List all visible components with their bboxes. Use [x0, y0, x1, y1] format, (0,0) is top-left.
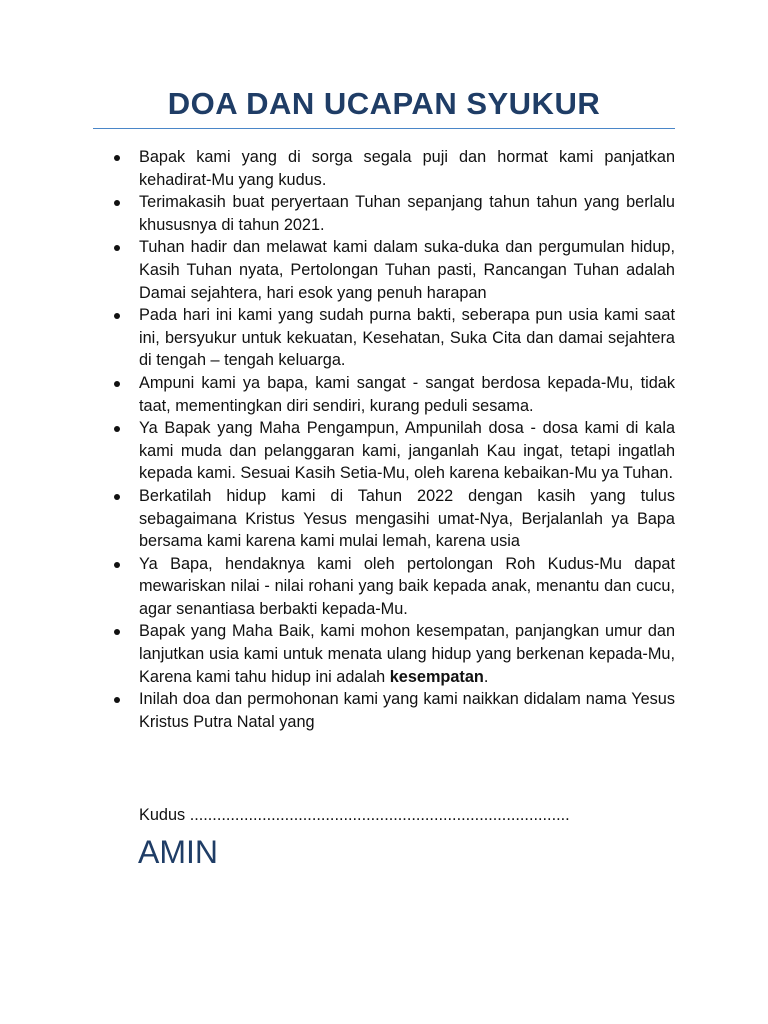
list-item	[100, 146, 675, 191]
list-item-text: Ya Bapa, hendaknya kami oleh pertolongan Roh Kudus-Mu dapat mewariskan nilai - nilai rohani yang baik kepada anak, menantu dan cucu, agar senantiasa berbakti kepada-Mu.	[139, 554, 675, 618]
amin-text: AMIN	[138, 834, 218, 870]
list-item	[100, 372, 675, 417]
bullet-icon	[114, 245, 120, 251]
list-item	[100, 620, 675, 688]
prayer-list	[100, 146, 675, 733]
list-item-text: Bapak yang Maha Baik, kami mohon kesempatan, panjangkan umur dan lanjutkan usia kami untuk menata ulang hidup yang berkenan kepada-Mu, Karena kami tahu hidup ini adalah	[139, 622, 675, 686]
title-underline	[93, 128, 675, 129]
list-item	[100, 485, 675, 553]
list-item-bold-text: kesempatan	[389, 667, 484, 686]
list-item-text: Ampuni kami ya bapa, kami sangat - sangat berdosa kepada-Mu, tidak taat, mementingkan diri sendiri, kurang peduli sesama.	[139, 373, 675, 415]
list-item-text: Inilah doa dan permohonan kami yang kami naikkan didalam nama Yesus Kristus Putra Natal yang	[139, 690, 675, 731]
bullet-icon	[114, 697, 120, 703]
bullet-icon	[114, 313, 120, 319]
list-item	[100, 191, 675, 236]
list-item	[100, 236, 675, 304]
bullet-icon	[114, 155, 120, 161]
list-item-text: Ya Bapak yang Maha Pengampun, Ampunilah dosa - dosa kami di kala kami muda dan pelanggaran kami, janganlah Kau ingat, tetapi ingatlah kepada kami. Sesuai Kasih Setia-Mu, oleh karena kebaikan-Mu ya Tuhan.	[139, 419, 675, 483]
bullet-icon	[114, 629, 120, 635]
page-title: DOA DAN UCAPAN SYUKUR	[167, 86, 601, 121]
list-item-text: Tuhan hadir dan melawat kami dalam suka-duka dan pergumulan hidup, Kasih Tuhan nyata, Pertolongan Tuhan pasti, Rancangan Tuhan adalah Damai sejahtera, hari esok yang penuh harapan	[139, 238, 675, 302]
list-item	[100, 688, 675, 733]
bullet-icon	[114, 381, 120, 387]
list-item-text: Bapak kami yang di sorga segala puji dan hormat kami panjatkan kehadirat-Mu yang kudus.	[139, 148, 675, 189]
closing-line: Kudus ....................................................................................	[139, 806, 570, 824]
list-item-text: Terimakasih buat peryertaan Tuhan sepanjang tahun tahun yang berlalu khususnya di tahun 2021.	[139, 193, 675, 234]
bullet-icon	[114, 562, 120, 568]
list-item-text: Berkatilah hidup kami di Tahun 2022 dengan kasih yang tulus sebagaimana Kristus Yesus mengasihi umat-Nya, Berjalanlah ya Bapa bersama kami karena kami mulai lemah, karena usia	[139, 486, 675, 551]
list-item	[100, 553, 675, 621]
list-item	[100, 417, 675, 485]
bullet-icon	[114, 426, 120, 432]
bullet-icon	[114, 494, 120, 500]
list-item-text: Pada hari ini kami yang sudah purna bakti, seberapa pun usia kami saat ini, bersyukur untuk kekuatan, Kesehatan, Suka Cita dan damai sejahtera di tengah – tengah keluarga.	[139, 306, 675, 370]
list-item-tail: .	[483, 667, 489, 686]
bullet-icon	[114, 200, 120, 206]
list-item	[100, 304, 675, 372]
